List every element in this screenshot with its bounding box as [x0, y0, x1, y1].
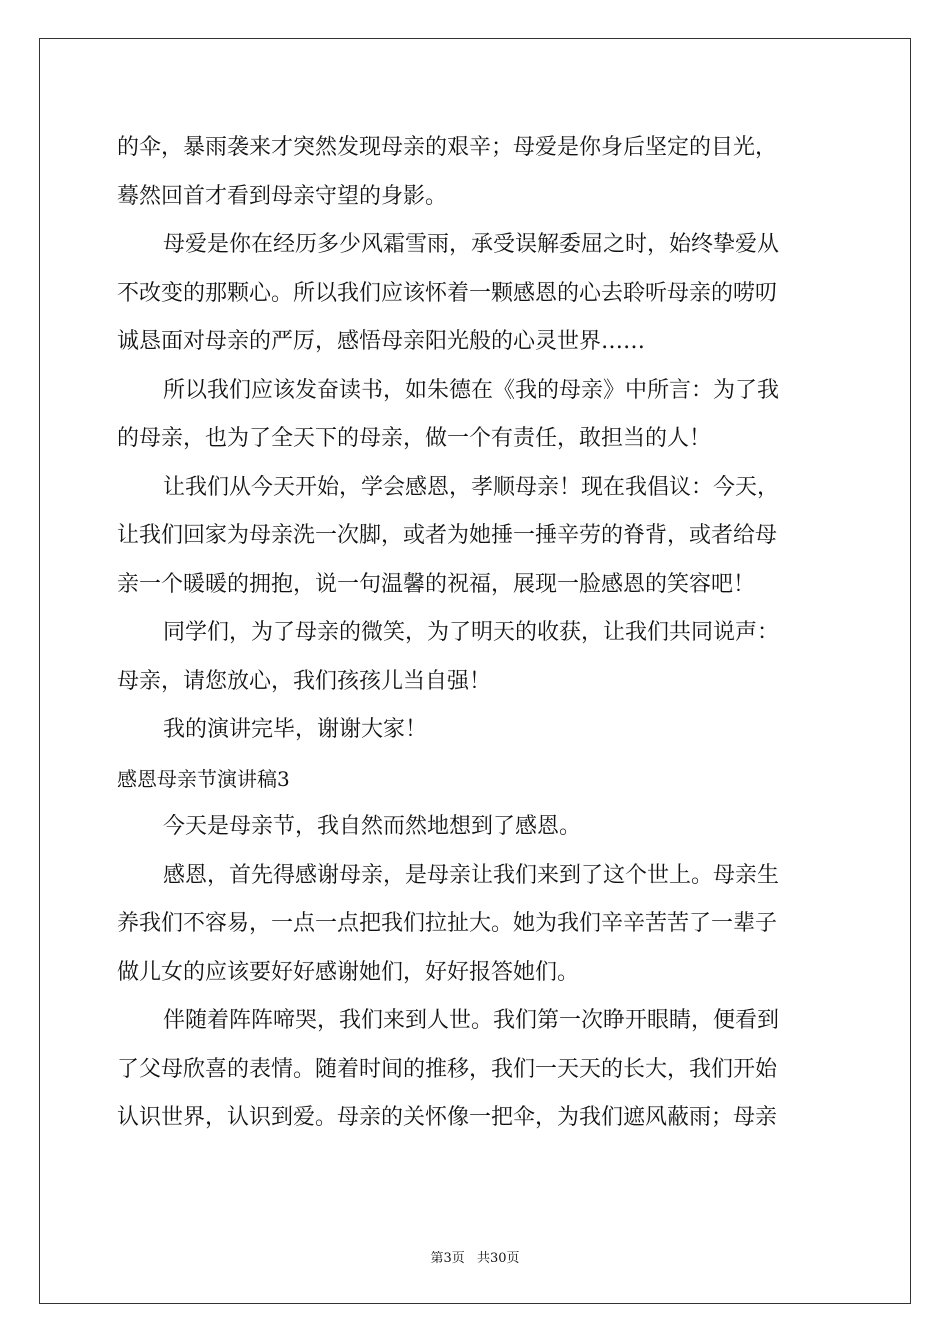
text-line: 让我们从今天开始，学会感恩，孝顺母亲！现在我倡议：今天，: [163, 474, 780, 500]
text-line: 的伞，暴雨袭来才突然发现母亲的艰辛；母爱是你身后坚定的目光，: [117, 135, 778, 160]
text-line: 母爱是你在经历多少风霜雪雨，承受误解委屈之时，始终挚爱从: [163, 232, 780, 257]
text-line: 感恩，首先得感谢母亲，是母亲让我们来到了这个世上。母亲生: [163, 862, 780, 888]
text-line: 不改变的那颗心。所以我们应该怀着一颗感恩的心去聆听母亲的唠叨: [117, 280, 778, 306]
text-line: 母亲，请您放心，我们孩孩儿当自强！: [117, 668, 492, 694]
text-line: 了父母欣喜的表情。随着时间的推移，我们一天天的长大，我们开始: [117, 1056, 778, 1082]
page-number: 第3页: [430, 1251, 465, 1266]
text-line: 养我们不容易，一点一点把我们拉扯大。她为我们辛辛苦苦了一辈子: [117, 911, 778, 936]
text-line: 伴随着阵阵啼哭，我们来到人世。我们第一次睁开眼睛，便看到: [163, 1008, 780, 1033]
page-total: 共30页: [476, 1251, 520, 1266]
text-line: 做儿女的应该要好好感谢她们，好好报答她们。: [117, 959, 580, 985]
text-line: 让我们回家为母亲洗一次脚，或者为她捶一捶辛劳的脊背，或者给母: [117, 523, 778, 548]
text-line: 认识世界，认识到爱。母亲的关怀像一把伞，为我们遮风蔽雨；母亲: [117, 1105, 778, 1130]
document-body: [117, 124, 833, 1143]
text-line: 我的演讲完毕，谢谢大家！: [163, 717, 428, 742]
page-footer: [0, 1247, 950, 1266]
text-line: 诚恳面对母亲的严厉，感悟母亲阳光般的心灵世界……: [117, 329, 646, 354]
text-line: 同学们，为了母亲的微笑，为了明天的收获，让我们共同说声：: [163, 620, 780, 645]
text-line: 所以我们应该发奋读书，如朱德在《我的母亲》中所言：为了我: [163, 377, 780, 403]
text-line: 今天是母亲节，我自然而然地想到了感恩。: [163, 814, 582, 839]
text-line: 的母亲，也为了全天下的母亲，做一个有责任，敢担当的人！: [117, 426, 712, 451]
text-line: 蓦然回首才看到母亲守望的身影。: [117, 183, 448, 209]
section-heading: 感恩母亲节演讲稿3: [117, 766, 290, 791]
text-line: 亲一个暖暖的拥抱，说一句温馨的祝福，展现一脸感恩的笑容吧！: [117, 571, 756, 597]
